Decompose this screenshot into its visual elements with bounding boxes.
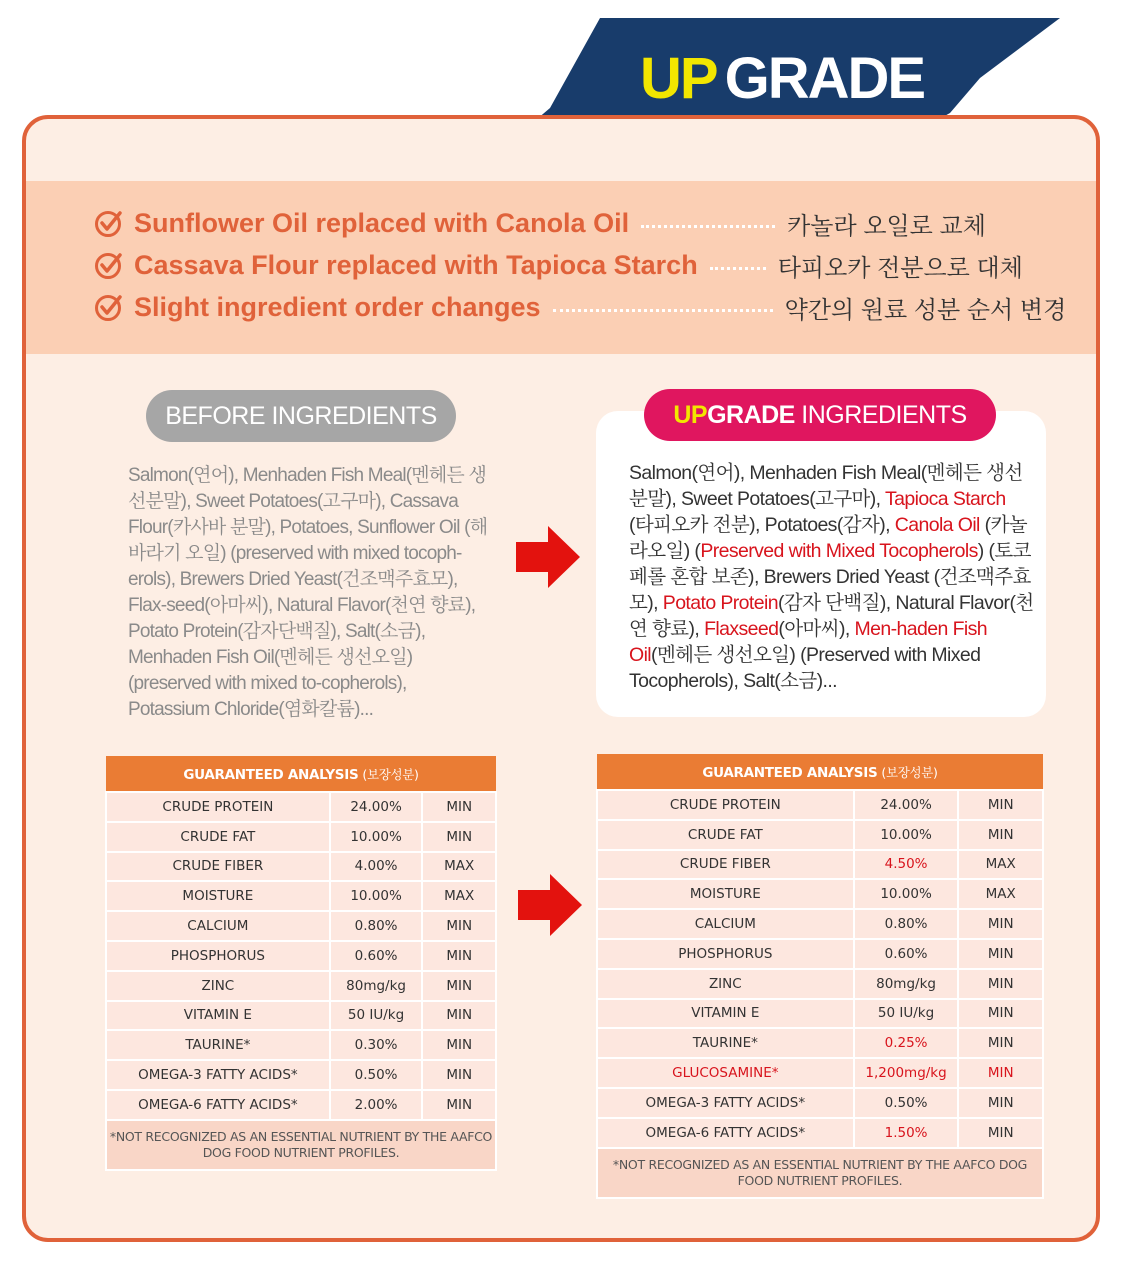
table-row bbox=[597, 1058, 1043, 1088]
nutrient-value: 0.50% bbox=[854, 1088, 959, 1118]
change-row bbox=[94, 288, 1094, 326]
min-max-label: MIN bbox=[958, 1058, 1043, 1088]
min-max-label: MIN bbox=[958, 1118, 1043, 1148]
min-max-label: MIN bbox=[422, 792, 496, 822]
min-max-label: MIN bbox=[422, 1090, 496, 1120]
min-max-label: MIN bbox=[422, 1001, 496, 1031]
title-grade: GRADE bbox=[707, 401, 795, 429]
nutrient-name: CRUDE PROTEIN bbox=[106, 792, 330, 822]
highlight-ingredient: Tapioca Starch bbox=[884, 488, 1006, 510]
right-arrow-icon bbox=[516, 526, 580, 588]
nutrient-name: CRUDE FIBER bbox=[106, 852, 330, 882]
ingredient-text: (타피오카 전분), Potatoes(감자), bbox=[629, 514, 895, 536]
analysis-header-ko: (보장성분) bbox=[881, 764, 938, 780]
min-max-label: MIN bbox=[422, 822, 496, 852]
right-arrow-icon bbox=[518, 874, 582, 936]
nutrient-name: CRUDE FAT bbox=[106, 822, 330, 852]
nutrient-name: TAURINE* bbox=[106, 1030, 330, 1060]
nutrient-value: 0.60% bbox=[330, 941, 423, 971]
min-max-label: MIN bbox=[958, 999, 1043, 1029]
min-max-label: MIN bbox=[958, 969, 1043, 999]
table-row bbox=[106, 1090, 496, 1120]
min-max-label: MIN bbox=[958, 939, 1043, 969]
before-analysis-table bbox=[105, 756, 497, 1171]
nutrient-name: CALCIUM bbox=[106, 911, 330, 941]
nutrient-value: 2.00% bbox=[330, 1090, 423, 1120]
nutrient-value: 50 IU/kg bbox=[330, 1001, 423, 1031]
min-max-label: MIN bbox=[422, 911, 496, 941]
min-max-label: MAX bbox=[422, 881, 496, 911]
check-circle-icon bbox=[94, 250, 124, 280]
nutrient-name: OMEGA-6 FATTY ACIDS* bbox=[597, 1118, 854, 1148]
nutrient-name: OMEGA-6 FATTY ACIDS* bbox=[106, 1090, 330, 1120]
nutrient-value: 0.80% bbox=[854, 909, 959, 939]
table-row bbox=[597, 1088, 1043, 1118]
min-max-label: MIN bbox=[422, 971, 496, 1001]
nutrient-name: PHOSPHORUS bbox=[597, 939, 854, 969]
table-row bbox=[106, 1060, 496, 1090]
nutrient-value: 10.00% bbox=[854, 820, 959, 850]
change-en: Slight ingredient order changes bbox=[134, 291, 541, 322]
aafco-footnote: *NOT RECOGNIZED AS AN ESSENTIAL NUTRIENT BY THE AAFCO DOG FOOD NUTRIENT PROFILES. bbox=[597, 1148, 1043, 1198]
nutrient-name: OMEGA-3 FATTY ACIDS* bbox=[106, 1060, 330, 1090]
table-row bbox=[106, 852, 496, 882]
analysis-header-en: GUARANTEED ANALYSIS bbox=[183, 766, 359, 783]
change-en: Cassava Flour replaced with Tapioca Starch bbox=[134, 249, 698, 280]
nutrient-name: ZINC bbox=[597, 969, 854, 999]
dotted-leader bbox=[710, 267, 766, 270]
min-max-label: MIN bbox=[422, 1030, 496, 1060]
nutrient-value: 10.00% bbox=[330, 822, 423, 852]
check-circle-icon bbox=[94, 208, 124, 238]
highlight-ingredient: Canola Oil bbox=[894, 514, 980, 536]
nutrient-name: CRUDE FAT bbox=[597, 820, 854, 850]
min-max-label: MIN bbox=[958, 1028, 1043, 1058]
highlight-ingredient: Preserved with Mixed Tocopherols bbox=[700, 540, 978, 562]
change-row bbox=[94, 204, 1094, 242]
nutrient-value: 24.00% bbox=[854, 790, 959, 820]
before-ingredients-text: Salmon(연어), Menhaden Fish Meal(멘헤든 생선분말), Sweet Potatoes(고구마), Cassava Flour(카사바 분말), Potatoes, Sunflower Oil (해바라기 오일) (preserved with mixed tocoph-erols), Brewers Dried Yeast(건조맥주효모), Flax-seed(아마씨), Natural Flavor(천연 향료), Potato Protein(감자단백질), Salt(소금), Menhaden Fish Oil(멘헤든 생선오일)(preserved with mixed to-copherols), Potassium Chloride(염화칼륨)... bbox=[128, 465, 488, 720]
nutrient-value: 0.50% bbox=[330, 1060, 423, 1090]
nutrient-value: 10.00% bbox=[330, 881, 423, 911]
table-row bbox=[106, 792, 496, 822]
change-ko: 약간의 원료 성분 순서 변경 bbox=[784, 296, 1067, 324]
nutrient-value: 80mg/kg bbox=[330, 971, 423, 1001]
change-row bbox=[94, 246, 1094, 284]
analysis-header-en: GUARANTEED ANALYSIS bbox=[702, 764, 878, 781]
before-ingredients-title: BEFORE INGREDIENTS bbox=[146, 390, 456, 442]
table-row bbox=[597, 790, 1043, 820]
highlight-ingredient: Men-haden Fish Oil bbox=[629, 618, 988, 666]
title-rest: INGREDIENTS bbox=[794, 401, 967, 429]
min-max-label: MIN bbox=[958, 820, 1043, 850]
min-max-label: MIN bbox=[958, 790, 1043, 820]
table-row bbox=[106, 911, 496, 941]
upgrade-ingredients-title bbox=[644, 389, 996, 441]
nutrient-value: 80mg/kg bbox=[854, 969, 959, 999]
analysis-header bbox=[106, 756, 496, 792]
highlight-ingredient: Flaxseed bbox=[704, 618, 779, 640]
ingredient-text: ) (토코페롤 혼합 보존), Brewers Dried Yeast (건조맥주효모), bbox=[629, 540, 1031, 614]
min-max-label: MAX bbox=[958, 850, 1043, 880]
changes-panel bbox=[26, 181, 1096, 354]
analysis-header-ko: (보장성분) bbox=[362, 766, 419, 782]
nutrient-value: 0.60% bbox=[854, 939, 959, 969]
table-row bbox=[597, 909, 1043, 939]
change-ko: 타피오카 전분으로 대체 bbox=[777, 254, 1023, 282]
table-row bbox=[106, 1030, 496, 1060]
nutrient-value: 4.50% bbox=[854, 850, 959, 880]
table-row bbox=[597, 820, 1043, 850]
nutrient-name: MOISTURE bbox=[106, 881, 330, 911]
table-row bbox=[106, 822, 496, 852]
table-row bbox=[106, 971, 496, 1001]
nutrient-value: 10.00% bbox=[854, 879, 959, 909]
nutrient-name: PHOSPHORUS bbox=[106, 941, 330, 971]
highlight-ingredient: Potato Protein bbox=[662, 592, 778, 614]
min-max-label: MIN bbox=[958, 1088, 1043, 1118]
check-circle-icon bbox=[94, 292, 124, 322]
dotted-leader bbox=[553, 309, 773, 312]
nutrient-name: ZINC bbox=[106, 971, 330, 1001]
banner-grade-text: GRADE bbox=[724, 46, 925, 111]
nutrient-name: CALCIUM bbox=[597, 909, 854, 939]
nutrient-value: 50 IU/kg bbox=[854, 999, 959, 1029]
dotted-leader bbox=[641, 225, 775, 228]
nutrient-name: CRUDE FIBER bbox=[597, 850, 854, 880]
table-row bbox=[106, 941, 496, 971]
nutrient-value: 4.00% bbox=[330, 852, 423, 882]
ingredient-text: (감자 단백질), Natural Flavor(천연 향료), bbox=[629, 592, 1034, 640]
upgrade-ingredients-text bbox=[629, 460, 1034, 694]
ingredient-text: Salmon(연어), Menhaden Fish Meal(멘헤든 생선분말), Sweet Potatoes(고구마), bbox=[629, 462, 1023, 510]
title-up: UP bbox=[673, 401, 708, 429]
table-row bbox=[597, 850, 1043, 880]
change-en: Sunflower Oil replaced with Canola Oil bbox=[134, 207, 630, 238]
nutrient-value: 0.30% bbox=[330, 1030, 423, 1060]
table-row bbox=[597, 1028, 1043, 1058]
min-max-label: MIN bbox=[422, 941, 496, 971]
min-max-label: MAX bbox=[422, 852, 496, 882]
nutrient-name: GLUCOSAMINE* bbox=[597, 1058, 854, 1088]
table-row bbox=[597, 1118, 1043, 1148]
table-row bbox=[106, 881, 496, 911]
aafco-footnote: *NOT RECOGNIZED AS AN ESSENTIAL NUTRIENT BY THE AAFCO DOG FOOD NUTRIENT PROFILES. bbox=[106, 1120, 496, 1170]
table-row bbox=[597, 999, 1043, 1029]
nutrient-value: 1.50% bbox=[854, 1118, 959, 1148]
table-row bbox=[597, 879, 1043, 909]
nutrient-name: VITAMIN E bbox=[106, 1001, 330, 1031]
ingredient-text: (아마씨), bbox=[778, 618, 855, 640]
min-max-label: MIN bbox=[422, 1060, 496, 1090]
min-max-label: MIN bbox=[958, 909, 1043, 939]
ingredient-text: (카놀라오일) ( bbox=[629, 514, 1027, 562]
min-max-label: MAX bbox=[958, 879, 1043, 909]
nutrient-value: 0.80% bbox=[330, 911, 423, 941]
upgrade-banner-title bbox=[640, 44, 924, 114]
nutrient-name: OMEGA-3 FATTY ACIDS* bbox=[597, 1088, 854, 1118]
analysis-header bbox=[597, 754, 1043, 790]
table-row bbox=[106, 1001, 496, 1031]
ingredient-text: (멘헤든 생선오일) (Preserved with Mixed Tocopherols), Salt(소금)... bbox=[629, 644, 981, 692]
nutrient-name: TAURINE* bbox=[597, 1028, 854, 1058]
banner-up-text: UP bbox=[640, 46, 717, 111]
upgrade-analysis-table bbox=[596, 754, 1044, 1199]
nutrient-name: MOISTURE bbox=[597, 879, 854, 909]
nutrient-name: CRUDE PROTEIN bbox=[597, 790, 854, 820]
nutrient-name: VITAMIN E bbox=[597, 999, 854, 1029]
table-row bbox=[597, 939, 1043, 969]
nutrient-value: 1,200mg/kg bbox=[854, 1058, 959, 1088]
nutrient-value: 24.00% bbox=[330, 792, 423, 822]
table-row bbox=[597, 969, 1043, 999]
nutrient-value: 0.25% bbox=[854, 1028, 959, 1058]
change-ko: 카놀라 오일로 교체 bbox=[787, 212, 986, 240]
